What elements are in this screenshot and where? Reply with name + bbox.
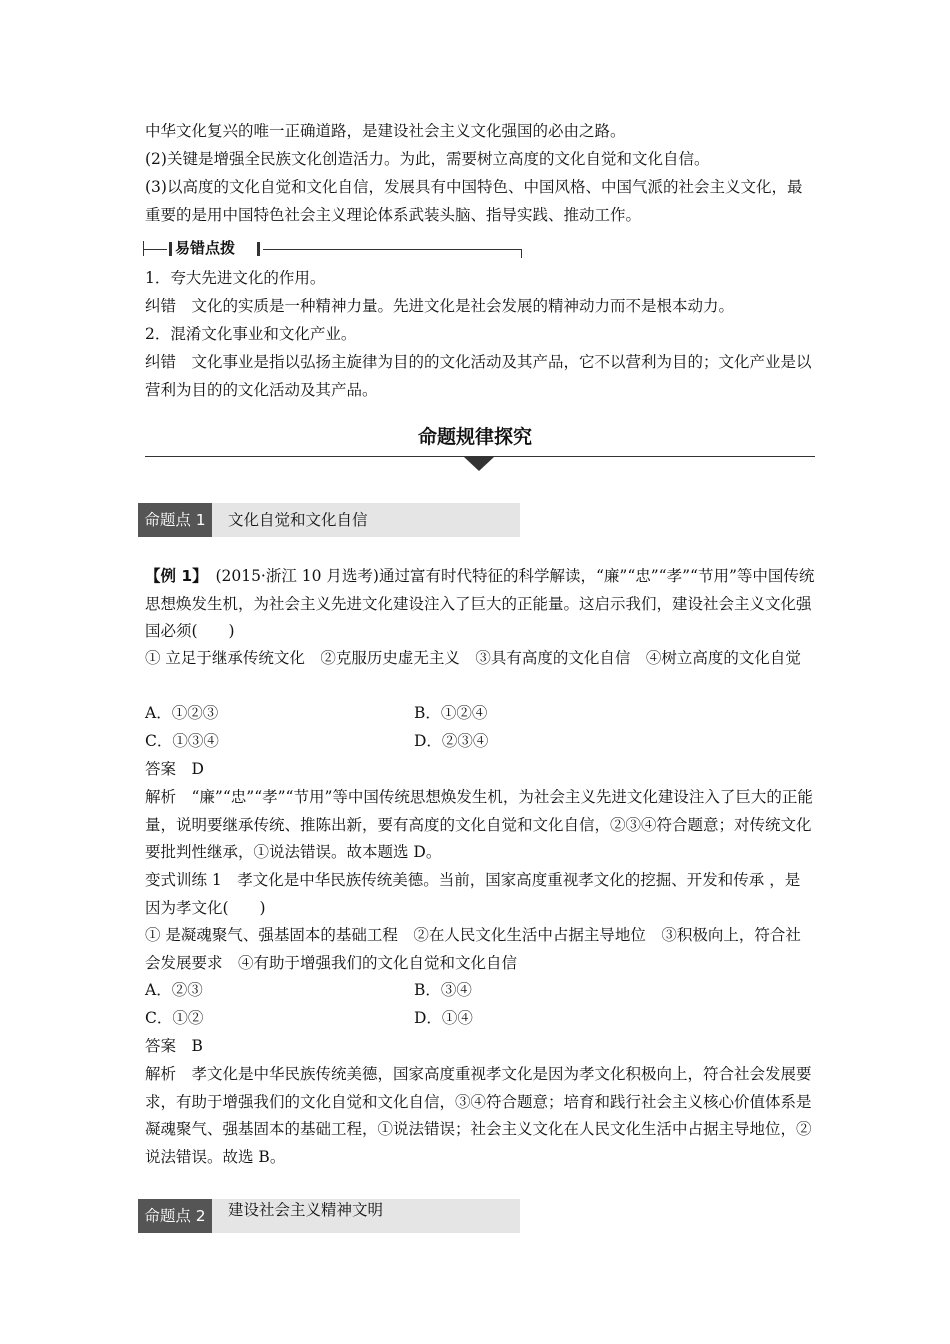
point-1-title: 文化自觉和文化自信 (228, 511, 368, 529)
example-1-answer: 答案 D (145, 760, 204, 778)
tips-item-2: 2．混淆文化事业和文化产业。 (145, 325, 357, 343)
tips-right-bracket (521, 249, 522, 258)
example-1-stem (145, 563, 815, 646)
intro-line-1: 中华文化复兴的唯一正确道路，是建设社会主义文化强国的必由之路。 (145, 122, 626, 140)
point-1-banner (138, 503, 520, 537)
variant-1-analysis: 解析 孝文化是中华民族传统美德，国家高度重视孝文化是因为孝文化积极向上，符合社会发展要求，有助于增强我们的文化自觉和文化自信，③④符合题意；培育和践行社会主义核心价值体系是凝魂聚气、强基固本的基础工程，①说法错误；社会主义文化在人民文化生活中占据主导地位，②说法错误。故选 B。 (145, 1065, 812, 1166)
tips-label: 易错点拨 (175, 239, 236, 257)
tips-marker-left (169, 242, 172, 256)
variant-1-stem: 变式训练 1 孝文化是中华民族传统美德。当前，国家高度重视孝文化的挖掘、开发和传承 ，是因为孝文化( ) (145, 871, 801, 917)
variant-1-option-c: C．①② (145, 1009, 204, 1027)
point-2-tag: 命题点 2 (138, 1199, 212, 1233)
variant-1-option-b: B．③④ (414, 981, 472, 999)
intro-line-3: (3)以高度的文化自觉和文化自信，发展具有中国特色、中国风格、中国气派的社会主义文化，最重要的是用中国特色社会主义理论体系武装头脑、指导实践、推动工作。 (145, 178, 803, 224)
intro-line-2: (2)关键是增强全民族文化创造活力。为此，需要树立高度的文化自觉和文化自信。 (145, 150, 710, 168)
variant-1-items: ① 是凝魂聚气、强基固本的基础工程 ②在人民文化生活中占据主导地位 ③积极向上，符合社会发展要求 ④有助于增强我们的文化自觉和文化自信 (145, 926, 801, 972)
example-1-analysis: 解析 “廉”“忠”“孝”“节用”等中国传统思想焕发生机，为社会主义先进文化建设注入了巨大的正能量，说明要继承传统、推陈出新，要有高度的文化自觉和文化自信，②③④符合题意；对传统文化要批判性继承，①说法错误。故本题选 D。 (145, 788, 813, 861)
point-1-tag: 命题点 1 (138, 503, 212, 537)
point-2-banner (138, 1199, 520, 1233)
tips-rule-right (263, 249, 521, 250)
example-1-items: ① 立足于继承传统文化 ②克服历史虚无主义 ③具有高度的文化自信 ④树立高度的文化自觉 (145, 649, 801, 667)
section-triangle (464, 457, 494, 471)
example-1-label: 【例 1】 (145, 567, 200, 585)
tips-item-1-fix: 纠错 文化的实质是一种精神力量。先进文化是社会发展的精神动力而不是根本动力。 (145, 297, 735, 315)
tips-item-2-fix: 纠错 文化事业是指以弘扬主旋律为目的的文化活动及其产品，它不以营利为目的；文化产业是以营利为目的的文化活动及其产品。 (145, 353, 812, 399)
variant-1-option-a: A．②③ (145, 981, 203, 999)
point-2-title: 建设社会主义精神文明 (228, 1201, 384, 1219)
example-1-option-c: C．①③④ (145, 732, 219, 750)
example-1-text: (2015·浙江 10 月选考)通过富有时代特征的科学解读，“廉”“忠”“孝”“节用”等中国传统思想焕发生机，为社会主义先进文化建设注入了巨大的正能量。这启示我们，建设社会主义文化强国必须( ) (145, 567, 815, 640)
variant-1-answer: 答案 B (145, 1037, 203, 1055)
example-1-option-a: A．①②③ (145, 704, 219, 722)
tips-item-1: 1．夸大先进文化的作用。 (145, 269, 326, 287)
variant-1-option-d: D．①④ (414, 1009, 473, 1027)
section-title: 命题规律探究 (417, 426, 532, 448)
tips-rule-left (143, 249, 167, 250)
example-1-option-d: D．②③④ (414, 732, 489, 750)
tips-header (143, 241, 523, 259)
tips-marker-right (257, 242, 260, 256)
example-1-option-b: B．①②④ (414, 704, 488, 722)
